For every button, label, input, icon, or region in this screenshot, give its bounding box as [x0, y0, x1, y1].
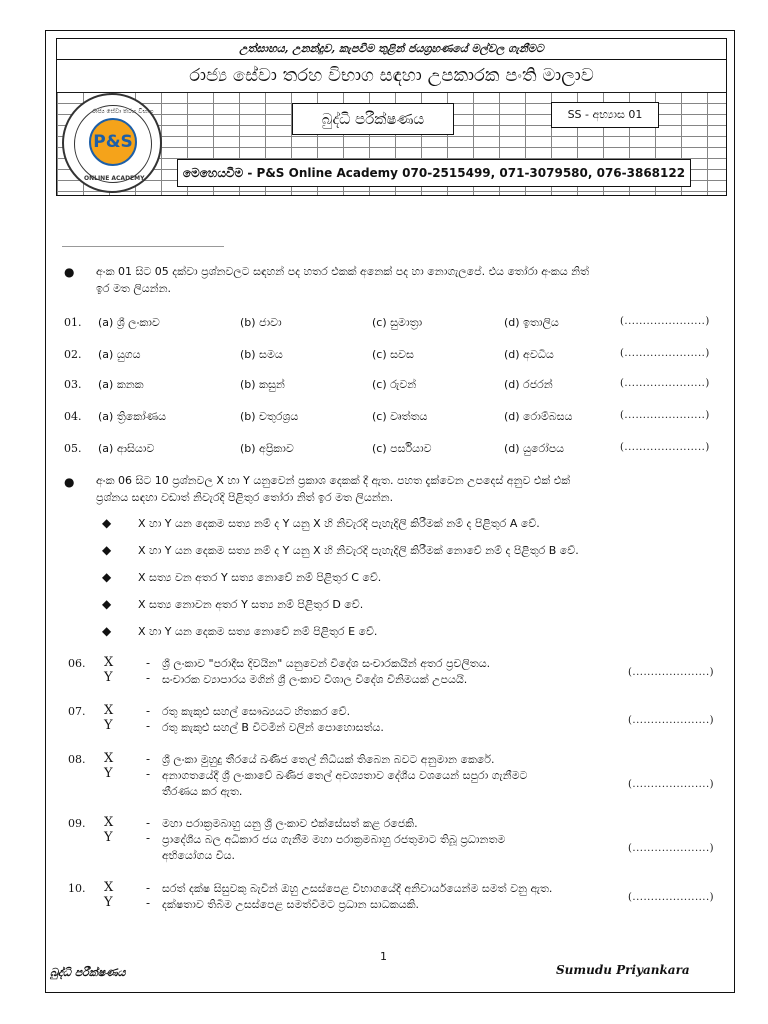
statement-y: අනාගතයේදී ශ්‍රී ලංකාවේ ඛණිජ තෙල් අවශ්‍යතාව දේශීය වශයෙන් සපුරා ගැනීමට — [162, 769, 528, 782]
option-a: (a) ආසියාව — [98, 442, 155, 455]
answer-blank: (.....................) — [628, 843, 715, 854]
statement-y: ප්‍රාදේශීය බල අධිකාර ජය ගැනීම මහා පරාක්‍රමබාහු රජතුමාට තිබූ ප්‍රධානතම — [162, 833, 506, 846]
statement-x: ශ්‍රී ලංකා මුහුදු තීරයේ ඛණිජ තෙල් නිධියක් තිබෙන බවට අනුමාන කෙරේ. — [162, 753, 495, 766]
diamond-bullet-icon: ◆ — [102, 543, 112, 557]
rule-item: X හා Y යන දෙකම සත්‍ය නොවේ නම් පිළිතුර E වේ. — [138, 625, 378, 638]
y-label: Y — [104, 718, 113, 733]
diamond-bullet-icon: ◆ — [102, 570, 112, 584]
option-c: (c) පර්සියාව — [372, 442, 432, 455]
contact-info: මෙහෙයවීම - P&S Online Academy 070-2515499, 071-3079580, 076-3868122 — [177, 159, 691, 187]
option-a: (a) ශ්‍රී ලංකාව — [98, 316, 160, 329]
diamond-bullet-icon: ◆ — [102, 597, 112, 611]
dash-separator: - — [146, 704, 151, 718]
logo-ring-top-text: රාජ්‍ය සේවා තරහ විභාග — [92, 108, 154, 115]
option-a: (a) ත්‍රිකෝණය — [98, 410, 167, 423]
question-number: 01. — [64, 316, 82, 329]
option-b: (b) අප්‍රිකාව — [240, 442, 294, 455]
diamond-bullet-icon: ◆ — [102, 516, 112, 530]
option-a: (a) කනක — [98, 378, 144, 391]
statement-x: මහා පරාක්‍රමබාහු යනු ශ්‍රී ලංකාව එක්සේසත් කළ රජෙකි. — [162, 817, 418, 830]
logo-ps-emblem: P&S — [89, 118, 137, 166]
x-label: X — [104, 880, 114, 895]
question-number: 09. — [68, 817, 86, 830]
option-c: (c) රුවන් — [372, 378, 417, 391]
dash-separator: - — [146, 816, 151, 830]
paper-title: බුද්ධි පරීක්ෂණය — [292, 103, 454, 135]
bullet-icon: ● — [64, 475, 75, 489]
answer-blank: (.....................) — [628, 715, 715, 726]
option-d: (d) ඉතාලිය — [504, 316, 559, 329]
option-a: (a) යුගය — [98, 348, 141, 361]
header-box — [56, 38, 727, 196]
dash-separator: - — [146, 896, 151, 910]
question-number: 07. — [68, 705, 86, 718]
option-c: (c) සුමාත්‍රා — [372, 316, 423, 329]
question-number: 08. — [68, 753, 86, 766]
option-c: (c) සවස — [372, 348, 414, 361]
question-number: 10. — [68, 882, 86, 895]
academy-logo — [62, 93, 162, 193]
footer-author: Sumudu Priyankara — [556, 963, 690, 977]
x-label: X — [104, 703, 114, 718]
section2-instruction-line2: ප්‍රශ්නය සඳහා වඩාත් නිවැරදි පිළිතුර තෝරා නිත් ඉර මත ලියන්න. — [96, 491, 394, 504]
question-number: 05. — [64, 442, 82, 455]
question-number: 06. — [68, 657, 86, 670]
answer-blank: (......................) — [620, 410, 710, 421]
rule-item: X හා Y යන දෙකම සත්‍ය නම් ද Y යනු X හි නිවැරදි පැහැදිලි කිරීමක් නොවේ නම් ද පිළිතුර B වේ. — [138, 544, 579, 557]
statement-x: සරත් දක්ෂ සිසුවකු බැවින් ඔහු උසස්පෙළ විභාගයේදී අනිවාර්යයෙන්ම සමත් වනු ඇත. — [162, 882, 553, 895]
option-d: (d) රොම්බසය — [504, 410, 573, 423]
option-b: (b) ජාවා — [240, 316, 282, 329]
page-number: 1 — [380, 950, 387, 963]
answer-blank: (.....................) — [628, 667, 715, 678]
footer-subject: බුද්ධි පරීක්ෂණය — [50, 966, 126, 979]
y-label: Y — [104, 670, 113, 685]
x-label: X — [104, 655, 114, 670]
rule-item: X සත්‍ය වන අතර Y සත්‍ය නොවේ නම් පිළිතුර C වේ. — [138, 571, 382, 584]
question-number: 02. — [64, 348, 82, 361]
section2-instruction-line1: අංක 06 සිට 10 ප්‍රශ්නවල X හා Y යනුවෙන් ප්‍රකාශ දෙකක් දී ඇත. පහත දැක්වෙන උපදෙස් අනුව එක් එක් — [96, 474, 571, 487]
answer-blank: (......................) — [620, 442, 710, 453]
answer-blank: (.....................) — [628, 892, 715, 903]
answer-blank: (......................) — [620, 316, 710, 327]
statement-y: දක්ෂතාව තිබීම උසස්පෙළ සමත්වීමට ප්‍රධාන සාධකයකි. — [162, 898, 420, 911]
dash-separator: - — [146, 752, 151, 766]
y-label: Y — [104, 895, 113, 910]
answer-blank: (......................) — [620, 348, 710, 359]
bullet-icon: ● — [64, 265, 75, 279]
x-label: X — [104, 815, 114, 830]
statement-y-cont: තීරණය කර ඇත. — [162, 785, 243, 798]
dash-separator: - — [146, 656, 151, 670]
option-b: (b) චතුරශ්‍රය — [240, 410, 299, 423]
section1-instruction-line2: ඉර මත ලියන්න. — [96, 282, 172, 295]
divider-line — [62, 246, 224, 247]
statement-y: සංචාරක ව්‍යාපාරය මගින් ශ්‍රී ලංකාව විශාල විදේශ විනිමයක් උපයයි. — [162, 673, 468, 686]
option-d: (d) යුරෝපය — [504, 442, 565, 455]
rule-item: X හා Y යන දෙකම සත්‍ය නම් ද Y යනු X හි නිවැරදි පැහැදිලි කිරීමක් නම් ද පිළිතුර A වේ. — [138, 517, 540, 530]
option-d: (d) අවධිය — [504, 348, 554, 361]
x-label: X — [104, 751, 114, 766]
answer-blank: (......................) — [620, 378, 710, 389]
question-number: 03. — [64, 378, 82, 391]
dash-separator: - — [146, 831, 151, 845]
statement-x: රතු කැකුළු සහල් සෞඛ්‍යයට හිතකර වේ. — [162, 705, 351, 718]
dash-separator: - — [146, 671, 151, 685]
statement-x: ශ්‍රී ලංකාව "පරාදීස දිවයින" යනුවෙන් විදේශ සංචාරකයින් අතර ප්‍රචලිතය. — [162, 657, 491, 670]
option-d: (d) රජරන් — [504, 378, 553, 391]
question-number: 04. — [64, 410, 82, 423]
diamond-bullet-icon: ◆ — [102, 624, 112, 638]
section1-instruction-line1: අංක 01 සිට 05 දක්වා ප්‍රශ්නවලට සඳහන් පද හතර එකක් අනෙක් පද හා නොගැලපේ. එය තෝරා අංකය නිත් — [96, 265, 590, 278]
statement-y-cont: අභියෝගය විය. — [162, 849, 236, 862]
answer-blank: (.....................) — [628, 779, 715, 790]
header-series-title: රාජ්‍ය සේවා තරහ විභාග සඳහා උපකාරක පංති මාලාව — [57, 59, 726, 93]
statement-y: රතු කැකුළු සහල් B විටමින් වලින් පොහොසත්ය. — [162, 721, 384, 734]
exercise-code: SS - අභ්‍යාස 01 — [551, 102, 659, 128]
y-label: Y — [104, 766, 113, 781]
header-motto: උත්සාහය, උනන්දුව, කැපවීම තුළින් ජයග්‍රහණයේ මල්වල ගැනීමට — [57, 39, 726, 60]
dash-separator: - — [146, 719, 151, 733]
dash-separator: - — [146, 767, 151, 781]
dash-separator: - — [146, 881, 151, 895]
option-b: (b) සමය — [240, 348, 283, 361]
option-b: (b) කසුන් — [240, 378, 285, 391]
y-label: Y — [104, 830, 113, 845]
rule-item: X සත්‍ය නොවන අතර Y සත්‍ය නම් පිළිතුර D වේ. — [138, 598, 364, 611]
logo-ring-bottom-text: ONLINE ACADEMY — [84, 175, 145, 182]
option-c: (c) වෘත්තය — [372, 410, 428, 423]
